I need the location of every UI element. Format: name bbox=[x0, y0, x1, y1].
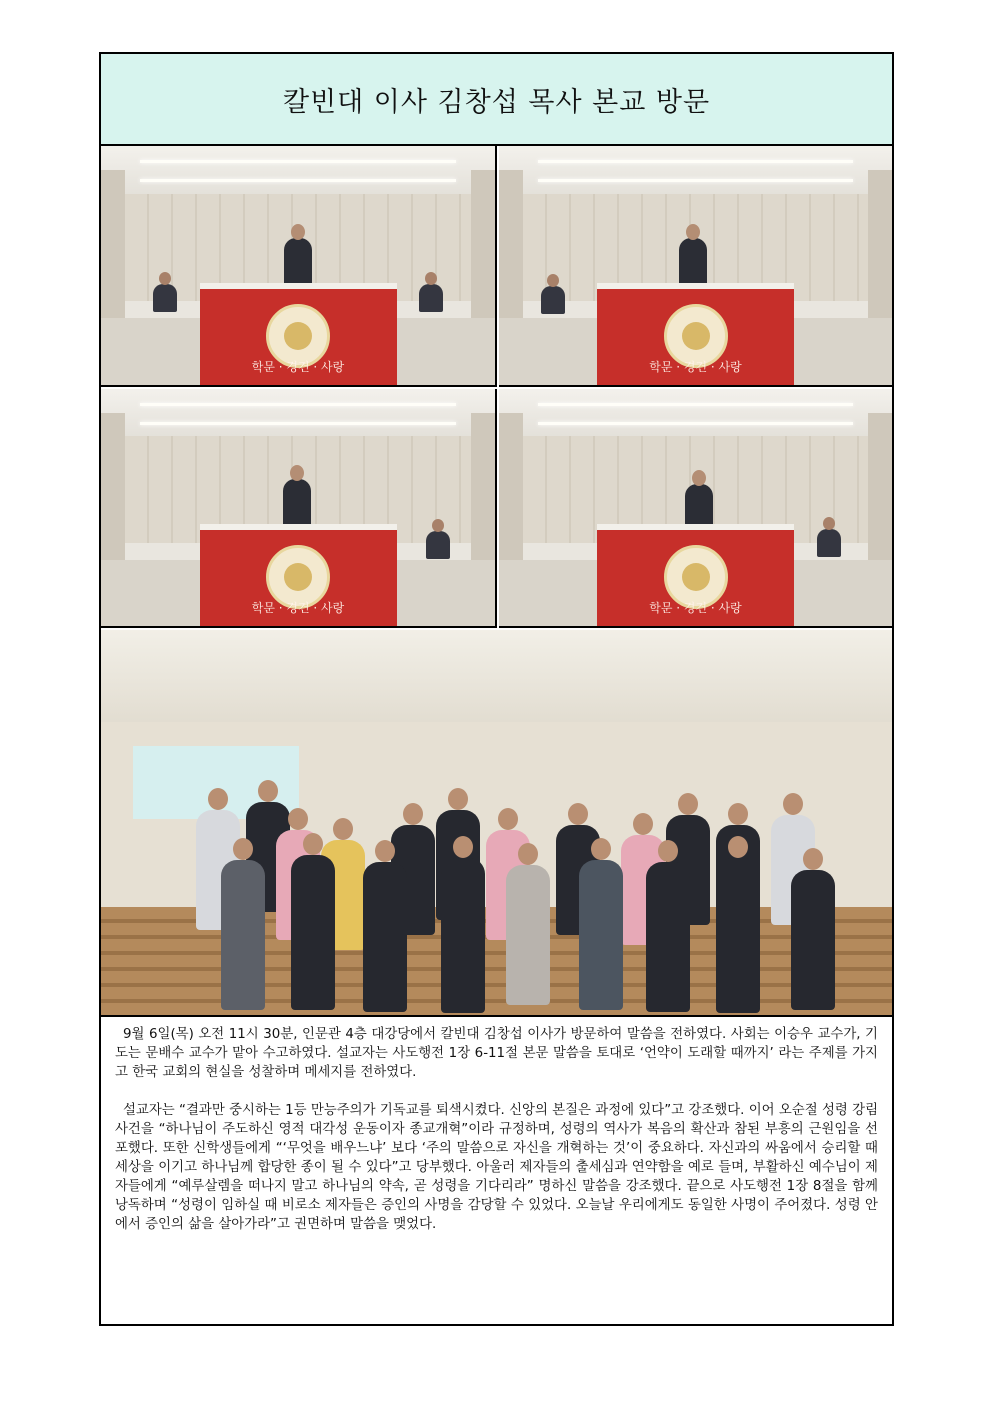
ceiling bbox=[499, 146, 892, 194]
ceiling bbox=[101, 389, 495, 436]
paragraph: 9월 6일(목) 오전 11시 30분, 인문관 4층 대강당에서 칼빈대 김창섭 이사가 방문하여 말씀을 전하였다. 사회는 이승우 교수가, 기도는 문배수 교수가 맡아 수고하였다. 설교자는 사도행전 1장 6-11절 본문 말씀을 토대로 ‘언약이 도래할 때까지’ 라는 주제를 가지고 한국 교회의 현실을 성찰하며 메세지를 전하였다. bbox=[115, 1027, 878, 1080]
group-photo bbox=[101, 630, 892, 1015]
person bbox=[363, 862, 407, 1012]
person bbox=[221, 860, 265, 1010]
person bbox=[791, 870, 835, 1010]
photo-sermon-3 bbox=[101, 389, 497, 628]
ceiling bbox=[101, 146, 495, 194]
seated-person bbox=[419, 284, 443, 312]
seated-person bbox=[541, 286, 565, 314]
person bbox=[291, 855, 335, 1010]
photo-sermon-4 bbox=[499, 389, 892, 628]
person bbox=[716, 858, 760, 1013]
speaker bbox=[283, 479, 311, 527]
speaker bbox=[284, 238, 312, 286]
banner-motto: 학문 · 경건 · 사랑 bbox=[251, 360, 345, 375]
speaker bbox=[679, 238, 707, 286]
person bbox=[646, 862, 690, 1012]
title-box bbox=[101, 54, 892, 146]
article-body bbox=[101, 1015, 892, 1324]
person bbox=[579, 860, 623, 1010]
podium-banner bbox=[200, 524, 397, 626]
article-frame bbox=[99, 52, 894, 1326]
paragraph: 설교자는 “결과만 중시하는 1등 만능주의가 기독교를 퇴색시켰다. 신앙의 본질은 과정에 있다”고 강조했다. 이어 오순절 성령 강림 사건을 “하나님이 주도하신 영적 대각성 운동이자 종교개혁”이라 규정하며, 성령의 역사가 복음의 확산과 참된 부흥의 근원임을 선포했다. 또한 신학생들에게 “‘무엇을 배우느냐’ 보다 ‘주의 말씀으로 자신을 개혁하는 것’이 중요하다. 자신과의 싸움에서 승리할 때 세상을 이기고 하나님께 합당한 종이 될 수 있다”고 당부했다. 아울러 제자들의 출세심과 연약함을 예로 들며, 부활하신 예수님이 제자들에게 “예루살렘을 떠나지 말고 하나님의 약속, 곧 성령을 기다리라” 명하신 말씀을 강조했다. 끝으로 사도행전 1장 8절을 함께 낭독하며 “성령이 임하실 때 비로소 제자들은 증인의 사명을 감당할 수 있었다. 오늘날 우리에게도 동일한 사명이 주어졌다. 성령 안에서 증인의 삶을 살아가라”고 권면하며 말씀을 맺었다. bbox=[115, 1103, 878, 1232]
seated-person bbox=[817, 529, 841, 557]
page-title: 칼빈대 이사 김창섭 목사 본교 방문 bbox=[282, 86, 711, 118]
photo-sermon-2 bbox=[499, 146, 892, 387]
banner-motto: 학문 · 경건 · 사랑 bbox=[649, 601, 742, 616]
ceiling bbox=[101, 630, 892, 722]
banner-motto: 학문 · 경건 · 사랑 bbox=[251, 601, 345, 616]
podium-banner bbox=[597, 524, 794, 626]
seated-person bbox=[153, 284, 177, 312]
podium-banner bbox=[200, 283, 397, 385]
ceiling bbox=[499, 389, 892, 436]
podium-banner bbox=[597, 283, 794, 385]
person bbox=[441, 858, 485, 1013]
photo-sermon-1 bbox=[101, 146, 497, 387]
seated-person bbox=[426, 531, 450, 559]
banner-motto: 학문 · 경건 · 사랑 bbox=[649, 360, 742, 375]
person bbox=[506, 865, 550, 1005]
